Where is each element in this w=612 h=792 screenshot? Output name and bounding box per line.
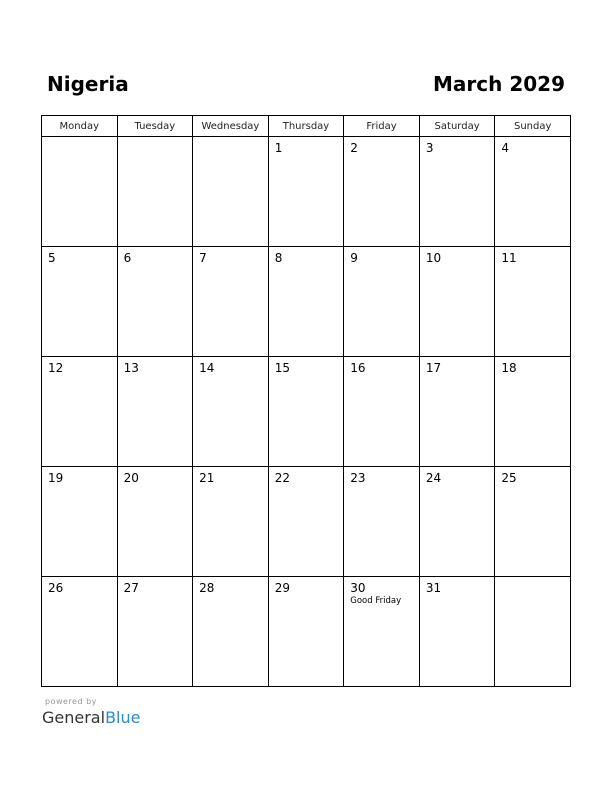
day-number: 22 [274,471,290,485]
holiday-label: Good Friday [350,596,402,606]
day-cell [344,357,420,467]
day-cell [117,137,193,247]
day-number: 25 [501,471,517,485]
day-cell [117,577,193,687]
day-number: 20 [123,471,139,485]
weekday-header-row [42,116,571,137]
day-number: 19 [48,471,64,485]
day-cell [42,577,118,687]
day-cell [268,247,344,357]
day-number: 24 [425,471,442,485]
week-row [42,467,571,577]
week-row [42,577,571,687]
day-cell [495,467,571,577]
country-title: Nigeria [47,72,129,96]
day-cell [495,357,571,467]
week-row [42,247,571,357]
weekday-header: Tuesday [117,116,193,137]
weekday-header: Friday [344,116,420,137]
day-cell [344,247,420,357]
day-cell [495,577,571,687]
day-cell [344,467,420,577]
day-cell [193,467,269,577]
brand-blue-text: Blue [105,708,141,727]
day-cell [344,137,420,247]
day-number: 13 [123,361,139,375]
day-cell [193,357,269,467]
weekday-header: Wednesday [193,116,269,137]
day-cell [42,137,118,247]
day-number: 2 [350,141,358,155]
day-number: 10 [425,251,442,265]
day-number: 21 [199,471,215,485]
day-cell [419,467,495,577]
day-number: 31 [425,581,442,595]
day-number: 28 [199,581,215,595]
brand-general-text: General [42,708,106,727]
day-cell [117,357,193,467]
day-number: 14 [199,361,215,375]
day-number: 12 [48,361,64,375]
calendar-body [42,137,571,687]
day-cell [42,357,118,467]
day-cell [193,137,269,247]
day-number: 30 [350,581,366,595]
day-number: 9 [350,251,358,265]
weekday-header: Saturday [419,116,495,137]
day-cell [193,247,269,357]
day-number: 1 [274,141,283,155]
day-cell [268,577,344,687]
day-cell [419,577,495,687]
powered-by-label: powered by [45,697,97,706]
day-number: 18 [501,361,517,375]
day-number: 11 [501,251,517,265]
day-cell [268,137,344,247]
week-row [42,357,571,467]
day-number: 4 [501,141,510,155]
day-number: 17 [425,361,442,375]
day-cell [268,467,344,577]
day-cell [117,467,193,577]
footer-branding [42,697,140,728]
day-cell [419,247,495,357]
day-cell [419,137,495,247]
day-cell [344,577,420,687]
day-number: 26 [48,581,64,595]
month-year-title: March 2029 [433,72,565,96]
weekday-header: Monday [42,116,118,137]
day-cell [495,247,571,357]
day-cell [117,247,193,357]
day-number: 3 [425,141,434,155]
day-cell [193,577,269,687]
day-number: 5 [48,251,56,265]
day-number: 6 [123,251,132,265]
day-cell [268,357,344,467]
day-number: 27 [123,581,139,595]
day-number: 16 [350,361,366,375]
weekday-header: Sunday [495,116,571,137]
day-cell [42,247,118,357]
week-row [42,137,571,247]
day-number: 15 [274,361,290,375]
day-cell [419,357,495,467]
day-cell [495,137,571,247]
day-number: 8 [274,251,283,265]
day-number: 7 [199,251,207,265]
day-number: 29 [274,581,290,595]
calendar-grid [41,115,571,687]
day-number: 23 [350,471,366,485]
day-cell [42,467,118,577]
weekday-header: Thursday [268,116,344,137]
brand-logo [42,708,140,728]
